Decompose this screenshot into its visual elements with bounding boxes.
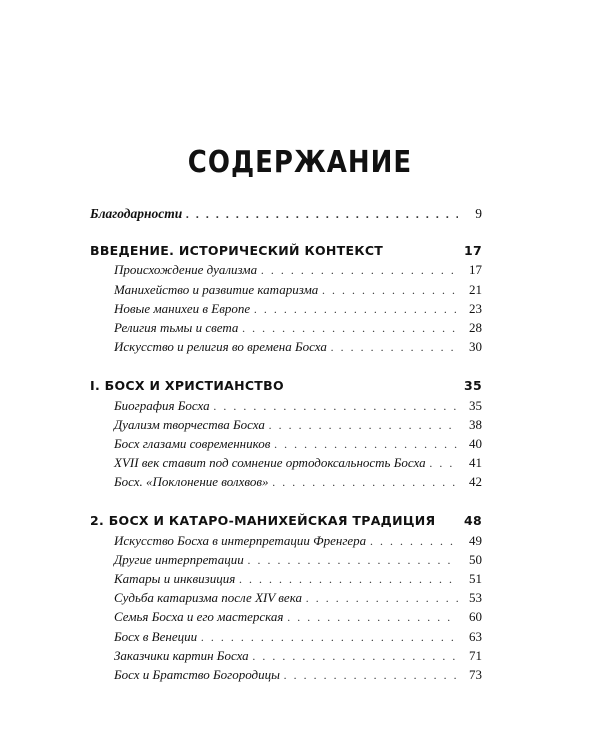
toc-item-label: Биография Босха	[114, 397, 210, 413]
toc-item-label: Искусство Босха в интерпретации Френгера	[114, 532, 367, 548]
toc-item[interactable]	[90, 550, 482, 569]
toc-item[interactable]	[90, 280, 482, 299]
dot-leader	[430, 454, 458, 473]
toc-item[interactable]	[90, 318, 482, 337]
toc-item[interactable]	[90, 299, 482, 318]
dot-leader	[272, 473, 458, 492]
toc-item[interactable]	[90, 646, 482, 665]
dot-leader	[248, 551, 458, 570]
toc-section-heading[interactable]	[90, 241, 482, 260]
toc-item[interactable]	[90, 531, 482, 550]
toc-entry-page: 9	[475, 206, 482, 221]
toc-item[interactable]	[90, 627, 482, 646]
toc-item[interactable]	[90, 396, 482, 415]
toc-item-page: 60	[469, 609, 482, 625]
toc-item-page: 21	[469, 281, 482, 297]
toc-item-page: 38	[469, 416, 482, 432]
page-title: СОДЕРЖАНИЕ	[187, 145, 413, 181]
dot-leader	[274, 435, 458, 454]
toc-item-page: 53	[469, 590, 482, 606]
dot-leader	[287, 608, 458, 627]
toc-item-label: Босх. «Поклонение волхвов»	[114, 474, 269, 490]
toc-item-label: XVII век ставит под сомнение ортодоксальность Босха	[114, 455, 426, 471]
toc-item[interactable]	[90, 415, 482, 434]
dot-leader	[201, 628, 458, 647]
toc-item-page: 23	[469, 300, 482, 316]
toc-item[interactable]	[90, 260, 482, 279]
table-of-contents	[90, 204, 482, 684]
toc-item-label: Заказчики картин Босха	[114, 647, 249, 663]
toc-item-label: Искусство и религия во времена Босха	[114, 339, 327, 355]
toc-item[interactable]	[90, 472, 482, 491]
toc-item-label: Босх в Венеции	[114, 628, 198, 644]
toc-item-label: Босх и Братство Богородицы	[114, 666, 280, 682]
section-spacer	[90, 491, 482, 511]
toc-item-page: 28	[469, 319, 482, 335]
toc-item[interactable]	[90, 588, 482, 607]
dot-leader	[306, 589, 458, 608]
toc-item-page: 50	[469, 551, 482, 567]
section-spacer	[90, 356, 482, 376]
toc-item-label: Судьба катаризма после XIV века	[114, 590, 302, 606]
dot-leader	[186, 205, 458, 224]
dot-leader	[214, 397, 458, 416]
dot-leader	[239, 570, 458, 589]
dot-leader	[331, 338, 458, 357]
toc-item[interactable]	[90, 337, 482, 356]
dot-leader	[269, 416, 458, 435]
dot-leader	[261, 261, 458, 280]
toc-section-heading[interactable]	[90, 511, 482, 530]
toc-item-label: Семья Босха и его мастерская	[114, 609, 284, 625]
toc-item-page: 49	[469, 532, 482, 548]
toc-item-page: 17	[469, 262, 482, 278]
dot-leader	[322, 281, 458, 300]
toc-item-label: Происхождение дуализма	[114, 262, 258, 278]
toc-item-page: 73	[469, 666, 482, 682]
toc-item[interactable]	[90, 453, 482, 472]
dot-leader	[242, 319, 458, 338]
toc-item-page: 51	[469, 571, 482, 586]
toc-item-page: 40	[469, 435, 482, 451]
toc-item-label: Босх глазами современников	[114, 435, 271, 451]
toc-item-page: 30	[469, 339, 482, 355]
toc-item-label: Манихейство и развитие катаризма	[114, 281, 319, 297]
toc-entry-acknowledgements[interactable]	[90, 204, 482, 223]
toc-item[interactable]	[90, 434, 482, 453]
toc-item-label: Катары и инквизиция	[114, 571, 236, 586]
toc-item-page: 63	[469, 628, 482, 644]
dot-leader	[253, 647, 458, 666]
toc-item[interactable]	[90, 569, 482, 588]
section-heading-label: ВВЕДЕНИЕ. ИСТОРИЧЕСКИЙ КОНТЕКСТ	[90, 243, 384, 259]
section-heading-page: 35	[464, 378, 482, 394]
toc-entry-label: Благодарности	[90, 206, 183, 221]
toc-item-label: Религия тьмы и света	[114, 319, 239, 335]
section-heading-label: I. БОСХ И ХРИСТИАНСТВО	[90, 378, 284, 394]
toc-item[interactable]	[90, 607, 482, 626]
toc-item-label: Новые манихеи в Европе	[114, 300, 251, 316]
toc-item[interactable]	[90, 665, 482, 684]
dot-leader	[284, 666, 458, 685]
section-heading-label: 2. БОСХ И КАТАРО-МАНИХЕЙСКАЯ ТРАДИЦИЯ	[90, 513, 436, 529]
section-heading-page: 17	[464, 243, 482, 259]
section-heading-page: 48	[464, 513, 482, 529]
toc-item-page: 42	[469, 474, 482, 490]
dot-leader	[254, 300, 458, 319]
toc-item-page: 41	[469, 455, 482, 471]
toc-item-page: 71	[469, 647, 482, 663]
toc-item-label: Другие интерпретации	[114, 551, 244, 567]
toc-item-page: 35	[469, 397, 482, 413]
toc-item-label: Дуализм творчества Босха	[114, 416, 265, 432]
toc-section-heading[interactable]	[90, 376, 482, 395]
dot-leader	[370, 532, 458, 551]
